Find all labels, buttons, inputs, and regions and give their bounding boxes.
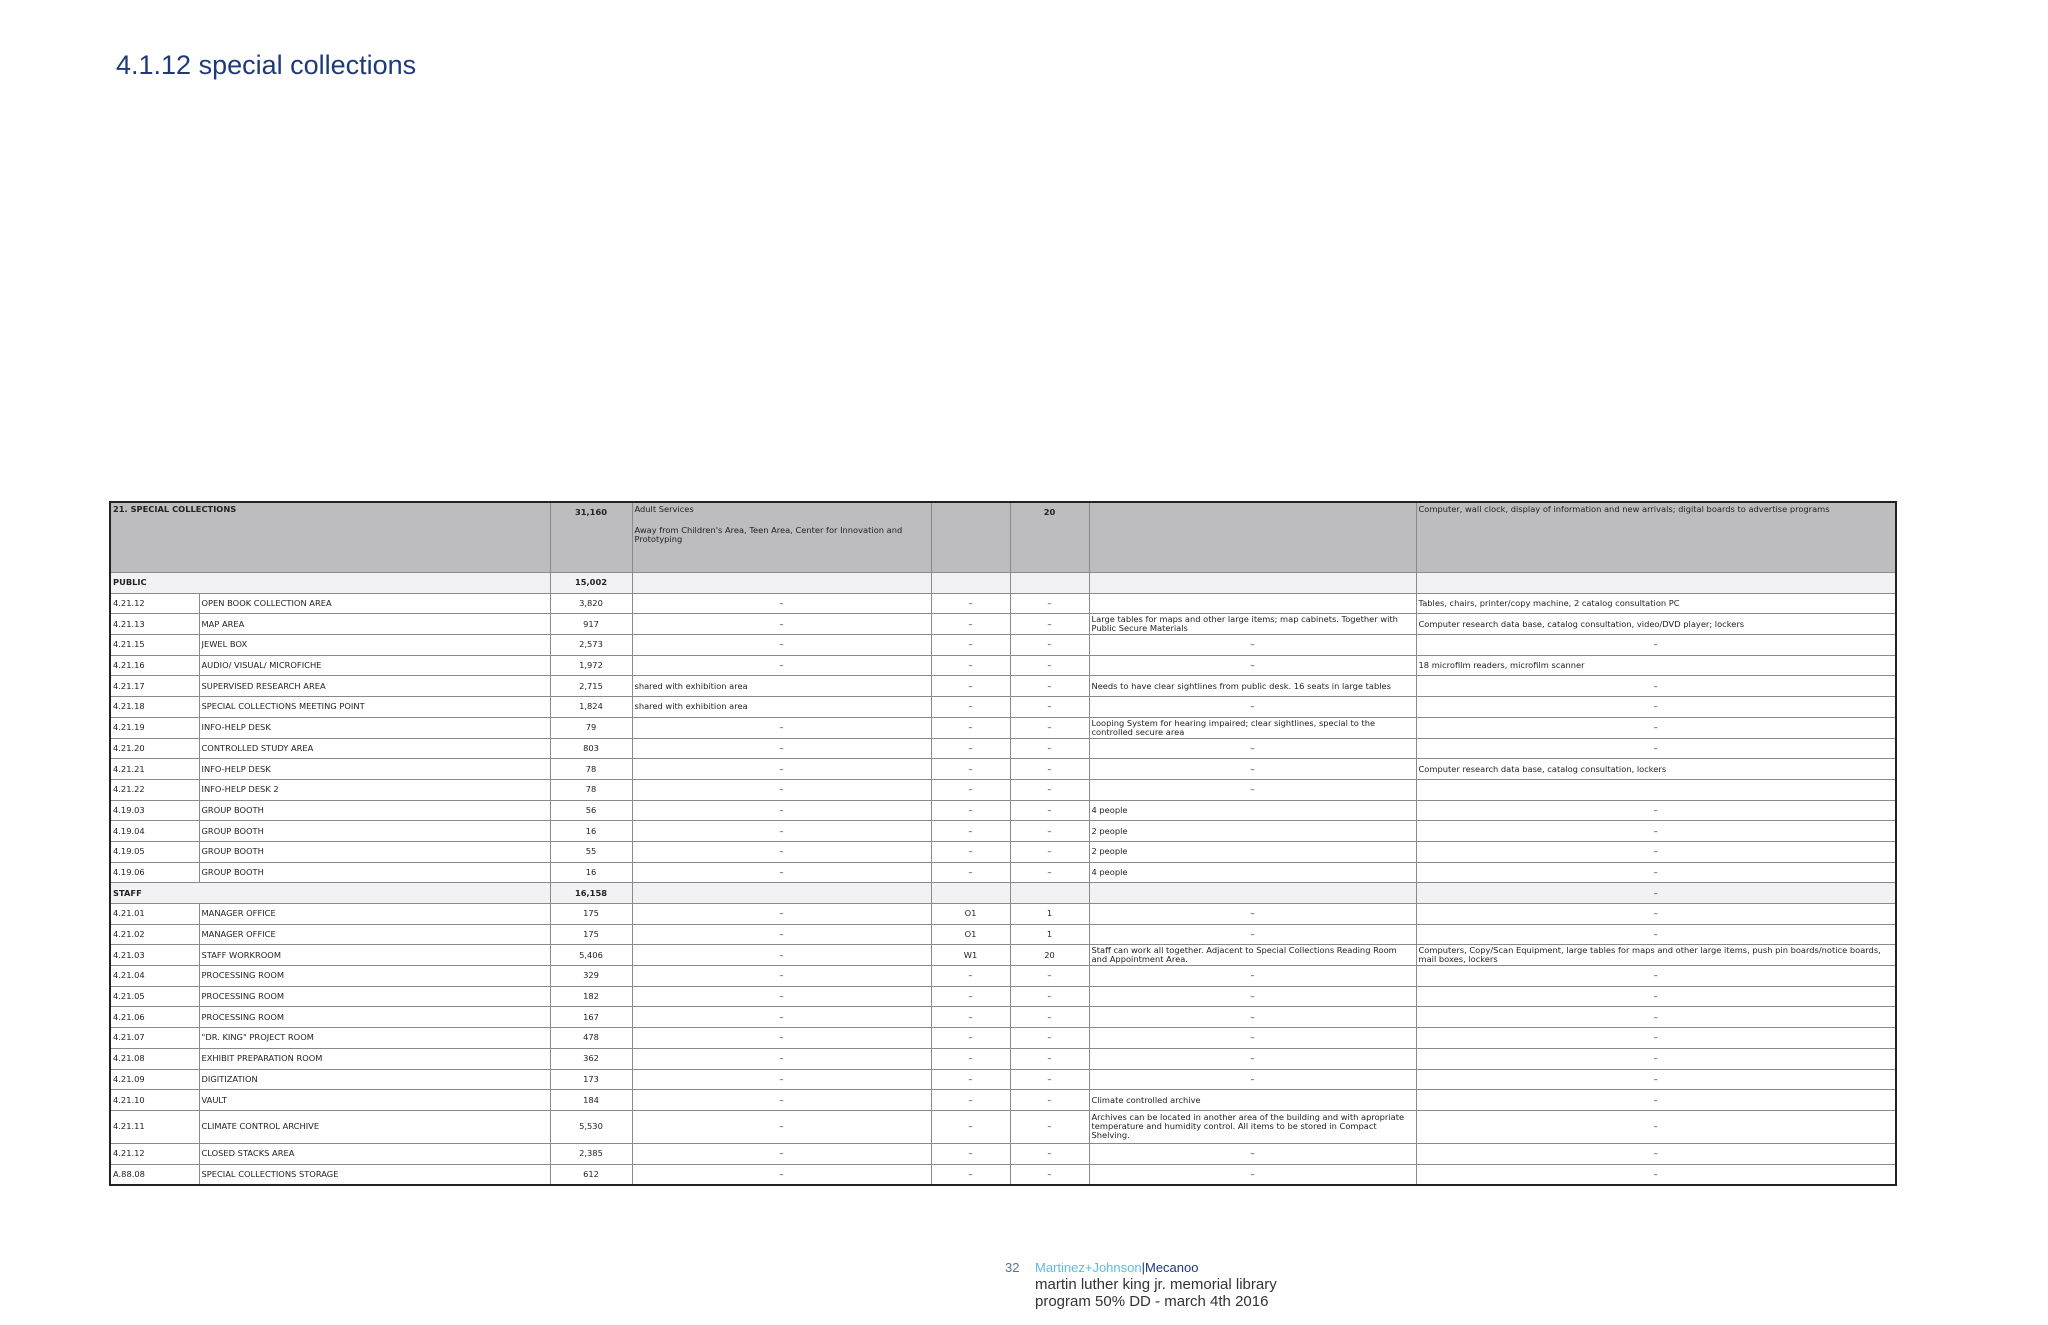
- room-equipment: Computers, Copy/Scan Equipment, large tables for maps and other large items, push pin boards/notice boards, mail boxes, lockers: [1416, 945, 1896, 966]
- room-adjacency: –: [632, 966, 931, 987]
- room-notes: –: [1089, 759, 1416, 780]
- room-id: 4.21.10: [110, 1090, 199, 1111]
- room-seats: –: [1010, 1007, 1089, 1028]
- room-equipment: –: [1416, 800, 1896, 821]
- room-notes: [1089, 593, 1416, 614]
- room-name: GROUP BOOTH: [199, 841, 550, 862]
- room-adjacency: –: [632, 1007, 931, 1028]
- room-equipment: [1416, 779, 1896, 800]
- brand-primary: Martinez+Johnson: [1035, 1260, 1142, 1275]
- room-area: 175: [550, 924, 632, 945]
- room-area: 5,530: [550, 1110, 632, 1143]
- room-area: 167: [550, 1007, 632, 1028]
- room-area: 78: [550, 759, 632, 780]
- room-name: DIGITIZATION: [199, 1069, 550, 1090]
- table-row: [110, 676, 1896, 697]
- room-notes: Climate controlled archive: [1089, 1090, 1416, 1111]
- room-type: –: [931, 1069, 1010, 1090]
- room-notes: –: [1089, 779, 1416, 800]
- room-name: MANAGER OFFICE: [199, 924, 550, 945]
- room-id: A.88.08: [110, 1164, 199, 1185]
- room-id: 4.19.03: [110, 800, 199, 821]
- room-equipment: –: [1416, 717, 1896, 738]
- room-adjacency: –: [632, 635, 931, 656]
- room-name: SUPERVISED RESEARCH AREA: [199, 676, 550, 697]
- room-equipment: –: [1416, 862, 1896, 883]
- table-row: [110, 593, 1896, 614]
- section-adjacency-note: Away from Children's Area, Teen Area, Center for Innovation and Prototyping: [634, 525, 903, 544]
- room-id: 4.21.12: [110, 593, 199, 614]
- room-id: 4.21.02: [110, 924, 199, 945]
- room-seats: –: [1010, 986, 1089, 1007]
- room-notes: 2 people: [1089, 841, 1416, 862]
- room-seats: 20: [1010, 945, 1089, 966]
- room-seats: 1: [1010, 904, 1089, 925]
- room-seats: –: [1010, 1110, 1089, 1143]
- room-area: 478: [550, 1028, 632, 1049]
- brand-line: [1035, 1260, 1198, 1275]
- room-id: 4.21.01: [110, 904, 199, 925]
- table-row: [110, 779, 1896, 800]
- room-name: CLIMATE CONTROL ARCHIVE: [199, 1110, 550, 1143]
- room-equipment: Computer research data base, catalog consultation, video/DVD player; lockers: [1416, 614, 1896, 635]
- room-adjacency: –: [632, 1048, 931, 1069]
- room-equipment: –: [1416, 966, 1896, 987]
- section-adjacency-main: Adult Services: [634, 504, 694, 514]
- room-seats: –: [1010, 800, 1089, 821]
- room-name: SPECIAL COLLECTIONS MEETING POINT: [199, 697, 550, 718]
- room-equipment: –: [1416, 1028, 1896, 1049]
- section-equipment: Computer, wall clock, display of information and new arrivals; digital boards to advertise programs: [1416, 502, 1896, 573]
- room-area: 803: [550, 738, 632, 759]
- table-row: [110, 635, 1896, 656]
- table-row: [110, 904, 1896, 925]
- room-adjacency: –: [632, 717, 931, 738]
- room-notes: –: [1089, 1007, 1416, 1028]
- room-adjacency: –: [632, 1069, 931, 1090]
- room-notes: –: [1089, 1048, 1416, 1069]
- room-area: 329: [550, 966, 632, 987]
- page-number: 32: [1005, 1260, 1020, 1275]
- room-type: –: [931, 1028, 1010, 1049]
- room-type: –: [931, 986, 1010, 1007]
- room-seats: –: [1010, 1164, 1089, 1185]
- room-adjacency: –: [632, 924, 931, 945]
- room-id: 4.21.19: [110, 717, 199, 738]
- room-adjacency: –: [632, 862, 931, 883]
- room-area: 1,972: [550, 655, 632, 676]
- room-id: 4.21.20: [110, 738, 199, 759]
- room-notes: –: [1089, 966, 1416, 987]
- room-equipment: –: [1416, 697, 1896, 718]
- room-equipment: –: [1416, 1164, 1896, 1185]
- room-seats: –: [1010, 841, 1089, 862]
- group-row-staff: [110, 883, 1896, 904]
- room-notes: –: [1089, 904, 1416, 925]
- table-row: [110, 862, 1896, 883]
- table-row: [110, 1069, 1896, 1090]
- room-notes: –: [1089, 1069, 1416, 1090]
- room-seats: –: [1010, 717, 1089, 738]
- room-area: 175: [550, 904, 632, 925]
- room-notes: –: [1089, 1143, 1416, 1164]
- section-header-row: [110, 502, 1896, 573]
- footer-program-date: program 50% DD - march 4th 2016: [1035, 1293, 1269, 1310]
- room-adjacency: –: [632, 1090, 931, 1111]
- table-row: [110, 821, 1896, 842]
- room-area: 2,715: [550, 676, 632, 697]
- room-area: 79: [550, 717, 632, 738]
- room-seats: –: [1010, 738, 1089, 759]
- room-type: –: [931, 966, 1010, 987]
- table-row: [110, 1090, 1896, 1111]
- room-area: 5,406: [550, 945, 632, 966]
- room-adjacency: –: [632, 1164, 931, 1185]
- room-seats: –: [1010, 655, 1089, 676]
- room-equipment: Computer research data base, catalog consultation, lockers: [1416, 759, 1896, 780]
- room-name: INFO-HELP DESK: [199, 759, 550, 780]
- room-seats: –: [1010, 1090, 1089, 1111]
- table-row: [110, 986, 1896, 1007]
- table-row: [110, 945, 1896, 966]
- room-adjacency: –: [632, 821, 931, 842]
- room-notes: Staff can work all together. Adjacent to Special Collections Reading Room and Appointment Area.: [1089, 945, 1416, 966]
- room-type: –: [931, 862, 1010, 883]
- table-row: [110, 1028, 1896, 1049]
- room-type: –: [931, 779, 1010, 800]
- room-adjacency: –: [632, 986, 931, 1007]
- room-type: –: [931, 655, 1010, 676]
- room-adjacency: shared with exhibition area: [632, 676, 931, 697]
- room-name: JEWEL BOX: [199, 635, 550, 656]
- room-name: SPECIAL COLLECTIONS STORAGE: [199, 1164, 550, 1185]
- room-equipment: –: [1416, 1110, 1896, 1143]
- page-title: 4.1.12 special collections: [116, 50, 417, 80]
- room-area: 78: [550, 779, 632, 800]
- room-adjacency: –: [632, 759, 931, 780]
- room-area: 16: [550, 821, 632, 842]
- room-adjacency: –: [632, 738, 931, 759]
- room-notes: 4 people: [1089, 800, 1416, 821]
- room-equipment: –: [1416, 924, 1896, 945]
- table-body: [110, 502, 1896, 1185]
- room-equipment: –: [1416, 635, 1896, 656]
- room-adjacency: –: [632, 1028, 931, 1049]
- room-adjacency: –: [632, 841, 931, 862]
- table-row: [110, 966, 1896, 987]
- room-name: VAULT: [199, 1090, 550, 1111]
- room-notes: Large tables for maps and other large items; map cabinets. Together with Public Secure Materials: [1089, 614, 1416, 635]
- room-area: 56: [550, 800, 632, 821]
- room-area: 917: [550, 614, 632, 635]
- room-id: 4.19.04: [110, 821, 199, 842]
- room-id: 4.21.21: [110, 759, 199, 780]
- room-equipment: –: [1416, 1048, 1896, 1069]
- room-type: –: [931, 800, 1010, 821]
- room-name: AUDIO/ VISUAL/ MICROFICHE: [199, 655, 550, 676]
- room-equipment: –: [1416, 821, 1896, 842]
- room-adjacency: –: [632, 593, 931, 614]
- section-area: 31,160: [550, 502, 632, 573]
- room-seats: –: [1010, 1048, 1089, 1069]
- table-row: [110, 759, 1896, 780]
- room-notes: –: [1089, 924, 1416, 945]
- room-notes: –: [1089, 655, 1416, 676]
- room-area: 182: [550, 986, 632, 1007]
- room-type: –: [931, 1164, 1010, 1185]
- room-notes: –: [1089, 635, 1416, 656]
- room-notes: 4 people: [1089, 862, 1416, 883]
- room-equipment: –: [1416, 1007, 1896, 1028]
- room-area: 612: [550, 1164, 632, 1185]
- room-equipment: 18 microfilm readers, microfilm scanner: [1416, 655, 1896, 676]
- room-equipment: –: [1416, 986, 1896, 1007]
- room-notes: –: [1089, 1028, 1416, 1049]
- room-seats: –: [1010, 862, 1089, 883]
- room-seats: –: [1010, 697, 1089, 718]
- room-name: "DR. KING" PROJECT ROOM: [199, 1028, 550, 1049]
- room-type: –: [931, 1143, 1010, 1164]
- room-id: 4.21.08: [110, 1048, 199, 1069]
- room-equipment: –: [1416, 738, 1896, 759]
- brand-separator: |: [1141, 1260, 1145, 1275]
- room-notes: –: [1089, 986, 1416, 1007]
- table-row: [110, 800, 1896, 821]
- room-type: –: [931, 759, 1010, 780]
- table-row: [110, 697, 1896, 718]
- room-area: 16: [550, 862, 632, 883]
- room-equipment: Tables, chairs, printer/copy machine, 2 catalog consultation PC: [1416, 593, 1896, 614]
- brand-secondary: Mecanoo: [1144, 1260, 1199, 1275]
- room-name: CONTROLLED STUDY AREA: [199, 738, 550, 759]
- group-area: 15,002: [550, 573, 632, 594]
- room-type: W1: [931, 945, 1010, 966]
- table-row: [110, 1143, 1896, 1164]
- room-adjacency: –: [632, 1110, 931, 1143]
- room-id: 4.21.16: [110, 655, 199, 676]
- room-adjacency: –: [632, 800, 931, 821]
- table-row: [110, 1007, 1896, 1028]
- room-type: –: [931, 676, 1010, 697]
- room-equipment: –: [1416, 676, 1896, 697]
- room-name: GROUP BOOTH: [199, 821, 550, 842]
- room-name: PROCESSING ROOM: [199, 966, 550, 987]
- room-type: –: [931, 717, 1010, 738]
- room-type: –: [931, 593, 1010, 614]
- room-adjacency: shared with exhibition area: [632, 697, 931, 718]
- room-equipment: –: [1416, 1090, 1896, 1111]
- room-notes: 2 people: [1089, 821, 1416, 842]
- room-id: 4.21.11: [110, 1110, 199, 1143]
- room-name: GROUP BOOTH: [199, 862, 550, 883]
- table-row: [110, 717, 1896, 738]
- room-id: 4.21.15: [110, 635, 199, 656]
- room-name: GROUP BOOTH: [199, 800, 550, 821]
- room-id: 4.21.18: [110, 697, 199, 718]
- room-adjacency: –: [632, 779, 931, 800]
- room-seats: 1: [1010, 924, 1089, 945]
- table-row: [110, 614, 1896, 635]
- room-type: –: [931, 841, 1010, 862]
- room-name: INFO-HELP DESK 2: [199, 779, 550, 800]
- room-notes: Needs to have clear sightlines from public desk. 16 seats in large tables: [1089, 676, 1416, 697]
- room-id: 4.21.05: [110, 986, 199, 1007]
- room-adjacency: –: [632, 904, 931, 925]
- room-seats: –: [1010, 779, 1089, 800]
- room-equipment: –: [1416, 841, 1896, 862]
- table-row: [110, 738, 1896, 759]
- room-seats: –: [1010, 614, 1089, 635]
- room-id: 4.19.06: [110, 862, 199, 883]
- room-seats: –: [1010, 759, 1089, 780]
- program-table-wrapper: [109, 501, 1895, 1186]
- group-area: 16,158: [550, 883, 632, 904]
- room-type: –: [931, 1007, 1010, 1028]
- table-row: [110, 841, 1896, 862]
- room-seats: –: [1010, 1069, 1089, 1090]
- room-notes: –: [1089, 1164, 1416, 1185]
- room-equipment: –: [1416, 904, 1896, 925]
- room-type: –: [931, 1110, 1010, 1143]
- room-type: –: [931, 738, 1010, 759]
- room-id: 4.21.04: [110, 966, 199, 987]
- room-area: 173: [550, 1069, 632, 1090]
- room-name: STAFF WORKROOM: [199, 945, 550, 966]
- section-notes: [1089, 502, 1416, 573]
- room-type: –: [931, 635, 1010, 656]
- room-area: 1,824: [550, 697, 632, 718]
- room-id: 4.21.13: [110, 614, 199, 635]
- room-type: –: [931, 821, 1010, 842]
- table-row: [110, 924, 1896, 945]
- group-equipment: –: [1416, 883, 1896, 904]
- room-name: PROCESSING ROOM: [199, 986, 550, 1007]
- table-row: [110, 1164, 1896, 1185]
- room-type: –: [931, 697, 1010, 718]
- room-type: O1: [931, 904, 1010, 925]
- room-name: INFO-HELP DESK: [199, 717, 550, 738]
- room-name: CLOSED STACKS AREA: [199, 1143, 550, 1164]
- room-type: –: [931, 614, 1010, 635]
- room-id: 4.21.06: [110, 1007, 199, 1028]
- room-adjacency: –: [632, 1143, 931, 1164]
- room-notes: –: [1089, 738, 1416, 759]
- room-id: 4.21.09: [110, 1069, 199, 1090]
- room-id: 4.21.17: [110, 676, 199, 697]
- group-row-public: [110, 573, 1896, 594]
- table-row: [110, 655, 1896, 676]
- room-type: –: [931, 1090, 1010, 1111]
- room-id: 4.21.22: [110, 779, 199, 800]
- room-type: –: [931, 1048, 1010, 1069]
- room-adjacency: –: [632, 614, 931, 635]
- room-name: MAP AREA: [199, 614, 550, 635]
- room-seats: –: [1010, 966, 1089, 987]
- table-row: [110, 1110, 1896, 1143]
- room-notes: Archives can be located in another area of the building and with apropriate temperature and humidity control. All items to be stored in Compact Shelving.: [1089, 1110, 1416, 1143]
- room-seats: –: [1010, 676, 1089, 697]
- room-id: 4.21.12: [110, 1143, 199, 1164]
- room-id: 4.21.03: [110, 945, 199, 966]
- room-notes: Looping System for hearing impaired; clear sightlines, special to the controlled secure area: [1089, 717, 1416, 738]
- room-adjacency: –: [632, 655, 931, 676]
- room-area: 3,820: [550, 593, 632, 614]
- room-seats: –: [1010, 593, 1089, 614]
- special-collections-table: [109, 501, 1897, 1186]
- room-area: 55: [550, 841, 632, 862]
- room-seats: –: [1010, 821, 1089, 842]
- room-id: 4.19.05: [110, 841, 199, 862]
- room-seats: –: [1010, 635, 1089, 656]
- room-area: 2,385: [550, 1143, 632, 1164]
- group-label: PUBLIC: [110, 573, 550, 594]
- room-id: 4.21.07: [110, 1028, 199, 1049]
- table-row: [110, 1048, 1896, 1069]
- room-adjacency: –: [632, 945, 931, 966]
- room-area: 362: [550, 1048, 632, 1069]
- room-seats: –: [1010, 1028, 1089, 1049]
- room-equipment: –: [1416, 1143, 1896, 1164]
- room-area: 184: [550, 1090, 632, 1111]
- room-area: 2,573: [550, 635, 632, 656]
- room-name: OPEN BOOK COLLECTION AREA: [199, 593, 550, 614]
- footer-project-name: martin luther king jr. memorial library: [1035, 1276, 1277, 1293]
- room-notes: –: [1089, 697, 1416, 718]
- room-name: PROCESSING ROOM: [199, 1007, 550, 1028]
- section-seats: 20: [1010, 502, 1089, 573]
- room-name: EXHIBIT PREPARATION ROOM: [199, 1048, 550, 1069]
- room-name: MANAGER OFFICE: [199, 904, 550, 925]
- section-type: [931, 502, 1010, 573]
- section-adjacency: [632, 502, 931, 573]
- section-name: 21. SPECIAL COLLECTIONS: [110, 502, 550, 573]
- room-seats: –: [1010, 1143, 1089, 1164]
- room-type: O1: [931, 924, 1010, 945]
- room-equipment: –: [1416, 1069, 1896, 1090]
- group-label: STAFF: [110, 883, 550, 904]
